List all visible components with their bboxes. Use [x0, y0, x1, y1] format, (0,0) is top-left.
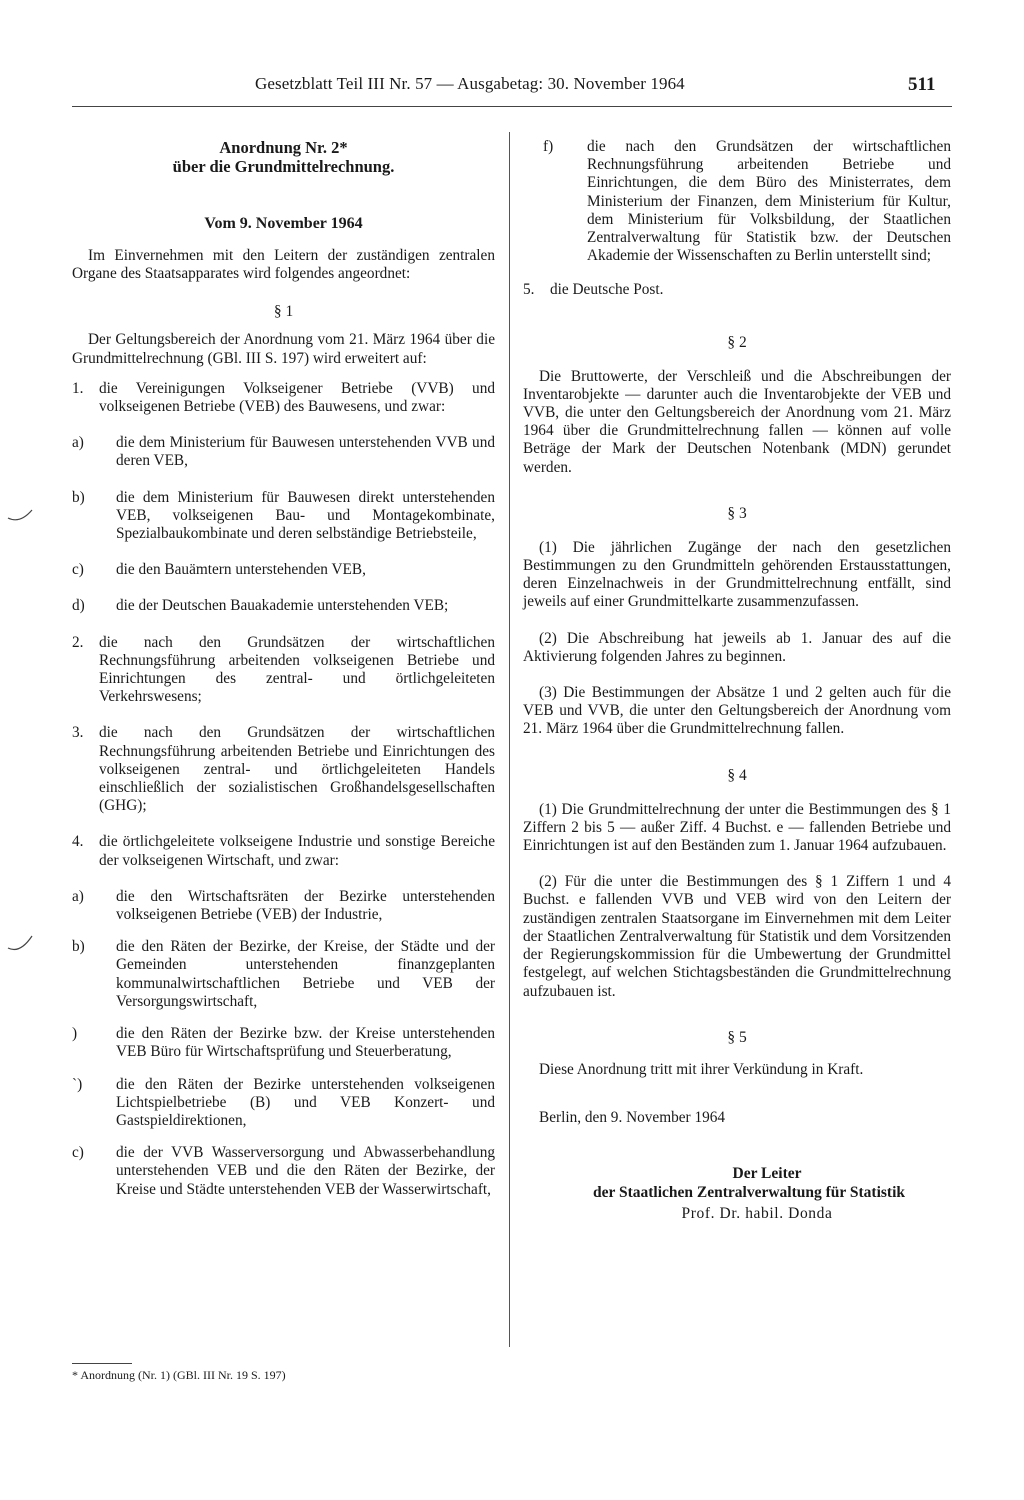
list-mark: a)	[72, 434, 84, 452]
list-mark: f)	[543, 138, 554, 155]
running-title: Gesetzblatt Teil III Nr. 57 — Ausgabetag: 30. November 1964	[255, 74, 685, 93]
list-mark: 1.	[72, 379, 84, 397]
list-mark: a)	[72, 887, 84, 905]
list-text: die Vereinigungen Volkseigener Betriebe (VVB) und volkseigenen Betriebe (VEB) des Bauwesens, und zwar:	[99, 379, 495, 416]
section-5-heading: § 5	[727, 1028, 747, 1046]
list-text: die den Räten der Bezirke unterstehenden volkseigenen Lichtspielbetriebe (B) und VEB Konzert- und Gastspieldirektionen,	[116, 1075, 495, 1129]
footnote: * Anordnung (Nr. 1) (GBl. III Nr. 19 S. 197)	[72, 1368, 286, 1382]
list-item-4c	[72, 1025, 495, 1061]
list-text: die örtlichgeleitete volkseigene Industrie und sonstige Bereiche der volkseigenen Wirtschaft, und zwar:	[99, 833, 495, 869]
list-item-4f	[523, 138, 951, 265]
margin-pencil-mark	[6, 934, 36, 956]
section-4-heading: § 4	[727, 766, 747, 784]
section-1-heading: § 1	[273, 303, 294, 321]
list-mark: b)	[72, 488, 85, 506]
list-text: die nach den Grundsätzen der wirtschaftlichen Rechnungsführung arbeitenden Betriebe und Einrichtungen des volkseigenen zentral- und örtlichgeleiteten Handels einschließlich der sozialistischen Großhandelsgesellschaften (GHG);	[99, 724, 495, 815]
section-1-text: Der Geltungsbereich der Anordnung vom 21. März 1964 über die Grundmittelrechnung (GBl. III S. 197) wird erweitert auf:	[72, 331, 495, 367]
list-text: die der Deutschen Bauakademie unterstehenden VEB;	[116, 597, 449, 615]
list-text: die dem Ministerium für Bauwesen unterstehenden VVB und deren VEB,	[116, 434, 495, 470]
list-item-5	[523, 281, 951, 299]
list-mark: 4.	[72, 833, 84, 851]
list-text: die der VVB Wasserversorgung und Abwasserbehandlung unterstehenden VEB und die den Räten der Bezirke, der Kreise und Städte unterstehenden VEB der Wasserwirtschaft,	[116, 1144, 495, 1198]
list-item-1b	[72, 489, 495, 544]
list-text: die nach den Grundsätzen der wirtschaftlichen Rechnungsführung arbeitenden volkseigenen Betriebe und Einrichtungen des zentral- und örtlichgeleiteten Verkehrswesens;	[99, 633, 495, 706]
list-text: die den Bauämtern unterstehenden VEB,	[116, 561, 366, 579]
list-item-4	[72, 833, 495, 869]
signatory-name: Prof. Dr. habil. Donda	[681, 1205, 833, 1223]
section-3-heading: § 3	[727, 504, 747, 522]
section-2-heading: § 2	[727, 333, 747, 351]
column-divider	[509, 132, 510, 1347]
title-line-2: über die Grundmittelrechnung.	[172, 157, 395, 176]
list-mark: c)	[72, 1144, 84, 1162]
margin-pencil-mark	[6, 506, 36, 526]
intro-text: Im Einvernehmen mit den Leitern der zuständigen zentralen Organe des Staatsapparates wird folgendes angeordnet:	[72, 247, 495, 283]
list-mark: )	[72, 1025, 78, 1043]
list-text: die Deutsche Post.	[550, 281, 664, 299]
list-item-2	[72, 634, 495, 707]
list-item-4d	[72, 1076, 495, 1131]
place-and-date: Berlin, den 9. November 1964	[539, 1108, 726, 1126]
title-line-1: Anordnung Nr. 2*	[219, 138, 348, 157]
list-text: die den Räten der Bezirke bzw. der Kreise unterstehenden VEB Büro für Wirtschaftsprüfung und Steuerberatung,	[116, 1025, 495, 1061]
left-column	[72, 138, 495, 1199]
list-item-1a	[72, 434, 495, 470]
list-mark: 2.	[72, 633, 84, 651]
list-mark: `)	[72, 1075, 83, 1093]
list-item-1	[72, 380, 495, 416]
list-text: die dem Ministerium für Bauwesen direkt unterstehenden VEB, volkseigenen Bau- und Montagekombinate, Spezialbaukombinate und deren selbständige Betriebsteile,	[116, 488, 495, 543]
right-column	[523, 138, 951, 1223]
section-3-para-1: (1) Die jährlichen Zugänge der nach den gesetzlichen Bestimmungen zu den Grundmitteln gehörenden Erstausstattungen, deren Einzelnachweis in der Grundmittelrechnung entfällt, sind jeweils auf einer Grundmittelkarte zusammenzufassen.	[523, 538, 951, 611]
list-item-4b	[72, 938, 495, 1011]
section-2-text: Die Bruttowerte, der Verschleiß und die Abschreibungen der Inventarobjekte — darunter auch die Inventarobjekte der VEB und VVB, die unter den Geltungsbereich der Anordnung vom 21. März 1964 über die Grundmittelrechnung fallen — können auf volle Beträge der Mark der Deutschen Notenbank (MDN) gerundet werden.	[523, 367, 951, 476]
header-rule	[72, 106, 952, 107]
ordinance-date: Vom 9. November 1964	[204, 215, 363, 232]
list-mark: d)	[72, 597, 85, 615]
section-3-para-2: (2) Die Abschreibung hat jeweils ab 1. Januar des auf die Aktivierung folgenden Jahres zu beginnen.	[523, 629, 951, 665]
section-3-para-3: (3) Die Bestimmungen der Absätze 1 und 2 gelten auch für die VEB und VVB, die unter den Geltungsbereich der Anordnung vom 21. März 1964 über die Grundmittelrechnung fallen.	[523, 684, 951, 738]
list-text: die den Wirtschaftsräten der Bezirke unterstehenden volkseigenen Betriebe (VEB) der Industrie,	[116, 887, 495, 924]
list-item-1d	[72, 597, 495, 615]
section-4-para-2: (2) Für die unter die Bestimmungen des § 1 Ziffern 1 und 4 Buchst. e fallenden VVB und VEB wird von den Leitern der zuständigen zentralen Staatsorgane im Einvernehmen mit dem Leiter der Staatlichen Zentralverwaltung für Statistik und dem Vorsitzenden der Regierungskommission für die Umbewertung der Grundmittel festgelegt, auf welchen Stichtagsbeständen die Grundmittelrechnung aufzubauen ist.	[523, 873, 951, 1000]
section-5-text: Diese Anordnung tritt mit ihrer Verkündung in Kraft.	[539, 1060, 864, 1078]
signature-title: Der Leiter	[732, 1165, 802, 1183]
page-number: 511	[908, 74, 936, 95]
list-mark: 3.	[72, 724, 84, 742]
list-text: die den Räten der Bezirke, der Kreise, der Städte und der Gemeinden unterstehenden finanzgeplanten kommunalwirtschaftlichen Betriebe und VEB der Versorgungswirtschaft,	[116, 938, 495, 1010]
list-text: die nach den Grundsätzen der wirtschaftlichen Rechnungsführung arbeitenden Betriebe und Einrichtungen, die dem Büro des Ministerrates, dem Ministerium der Finanzen, dem Ministerium für Kultur, dem Ministerium für Volksbildung, der Staatlichen Zentralverwaltung für Statistik bzw. der Deutschen Akademie der Wissenschaften zu Berlin unterstellt sind;	[587, 138, 951, 265]
signature-office: der Staatlichen Zentralverwaltung für Statistik	[592, 1183, 905, 1201]
list-item-3	[72, 724, 495, 815]
list-item-4a	[72, 888, 495, 924]
list-mark: 5.	[523, 281, 535, 299]
section-4-para-1: (1) Die Grundmittelrechnung der unter die Bestimmungen des § 1 Ziffern 2 bis 5 — außer Ziff. 4 Buchst. e — fallenden Betriebe und Einrichtungen ist auf den Beständen zum 1. Januar 1964 aufzubauen.	[523, 800, 951, 855]
footnote-rule	[72, 1363, 132, 1364]
list-item-1c	[72, 561, 495, 579]
list-item-4e	[72, 1144, 495, 1199]
list-mark: b)	[72, 938, 85, 956]
list-mark: c)	[72, 561, 84, 579]
